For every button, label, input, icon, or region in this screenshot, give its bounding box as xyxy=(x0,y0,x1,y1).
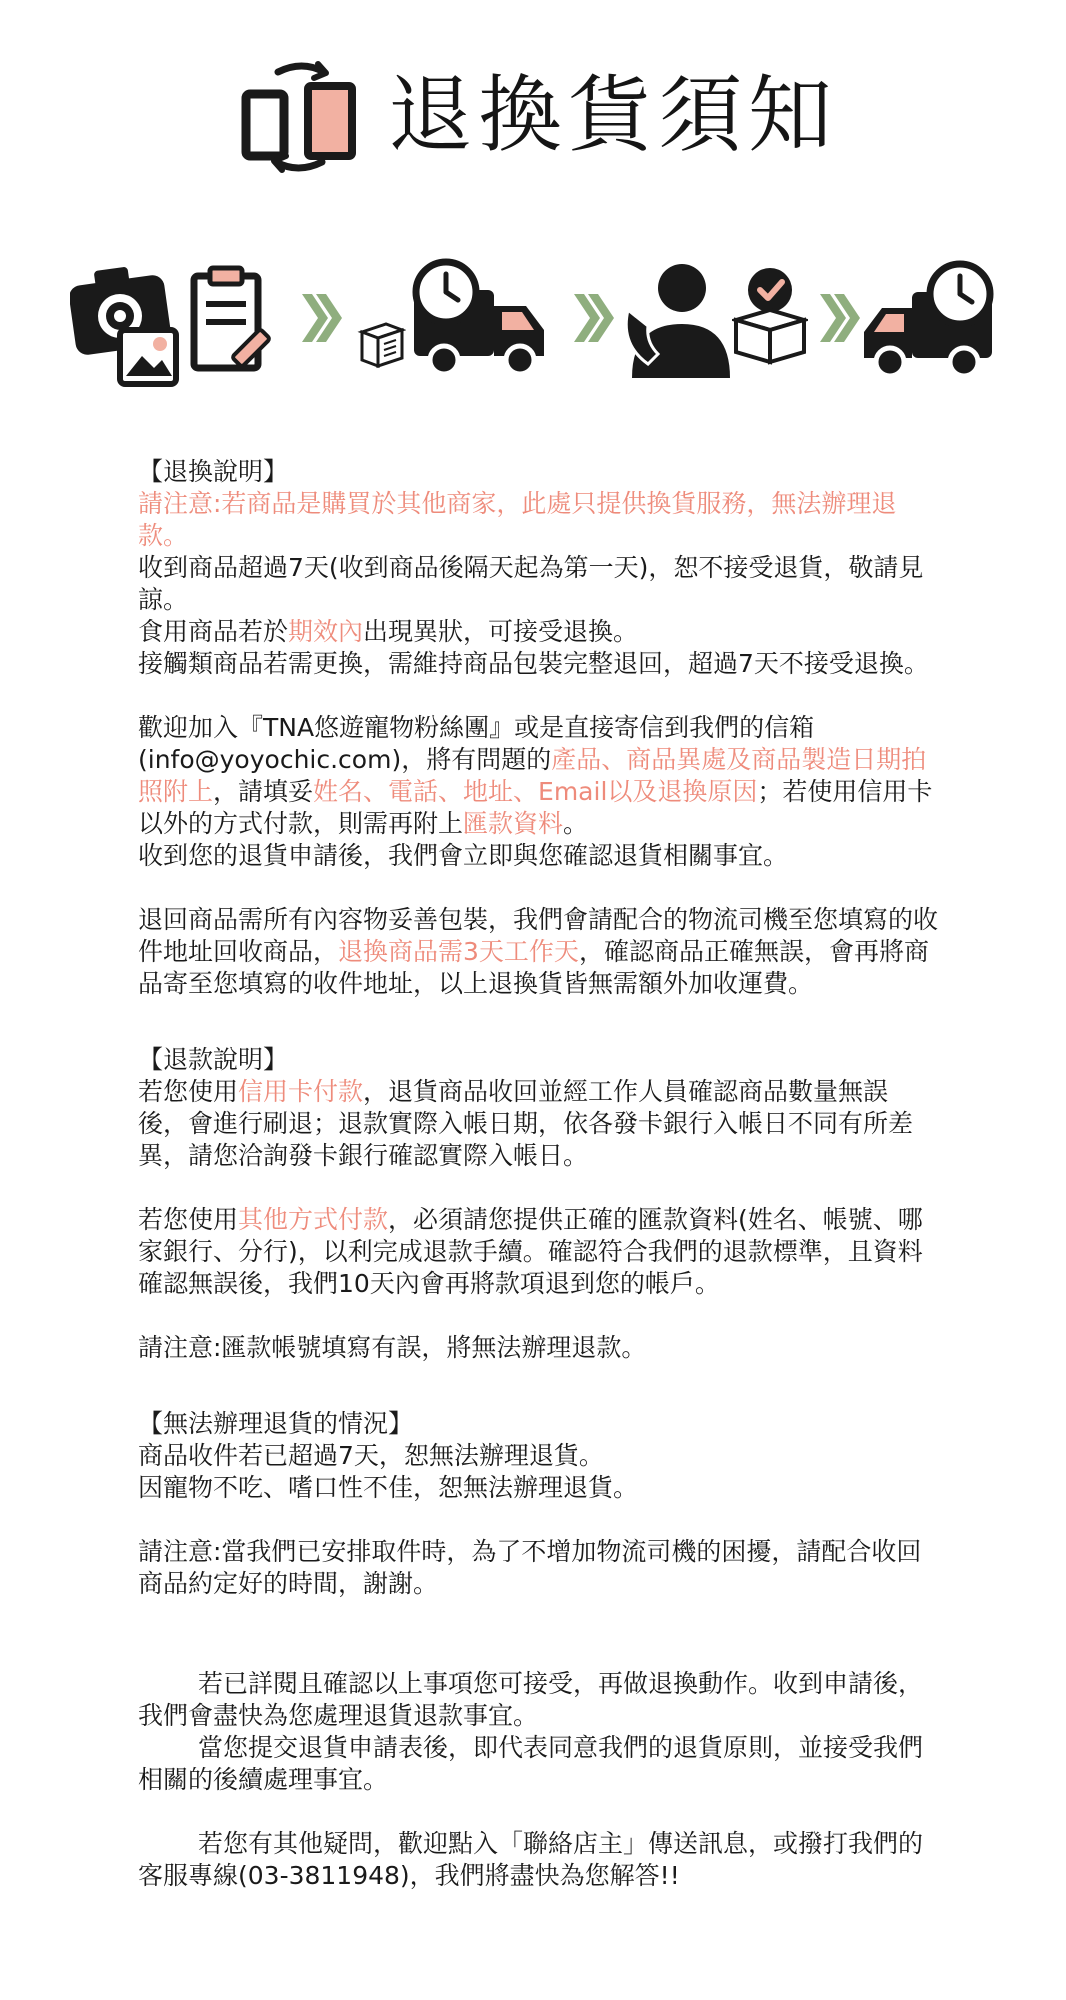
exchange-notice: 請注意:若商品是購買於其他商家，此處只提供換貨服務，無法辦理退款。 xyxy=(138,489,897,550)
refund-heading: 【退款說明】 xyxy=(138,1045,289,1074)
clipboard-form-icon xyxy=(188,264,280,374)
exchange-heading: 【退換說明】 xyxy=(138,457,289,486)
package-box-icon xyxy=(356,320,406,370)
exchange-paragraph: 收到商品超過7天(收到商品後隔天起為第一天)，恕不接受退貨，敬請見諒。 xyxy=(138,553,924,614)
closing-paragraph: 若已詳閱且確認以上事項您可接受，再做退換動作。收到申請後，我們會盡快為您處理退貨退款事宜。 xyxy=(138,1669,924,1730)
no-return-paragraph: 因寵物不吃、嗜口性不佳，恕無法辦理退貨。 xyxy=(138,1473,639,1502)
exchange-paragraph: 退回商品需所有內容物妥善包裝，我們會請配合的物流司機至您填寫的收件地址回收商品，退換商品需3天工作天，確認商品正確無誤，會再將商品寄至您填寫的收件地址，以上退換貨皆無需額外加收運費。 xyxy=(138,905,939,998)
chevron-arrow-icon xyxy=(818,290,860,346)
page-title: 退換貨須知 xyxy=(388,66,839,164)
delivery-truck-clock-icon xyxy=(410,250,550,382)
delivery-truck-clock-icon xyxy=(860,252,996,384)
policy-content xyxy=(138,456,938,1892)
exchange-paragraph: 歡迎加入『TNA悠遊寵物粉絲團』或是直接寄信到我們的信箱(info@yoyochic.com)，將有問題的產品、商品異處及商品製造日期拍照附上，請填妥姓名、電話、地址、Email以及退換原因；若使用信用卡以外的方式付款，則需再附上匯款資料。 xyxy=(138,713,933,838)
no-return-paragraph: 請注意:當我們已安排取件時，為了不增加物流司機的困擾，請配合收回商品約定好的時間，謝謝。 xyxy=(138,1537,922,1598)
header xyxy=(0,50,1066,180)
checked-box-icon xyxy=(732,266,808,366)
customer-service-phone-icon xyxy=(622,260,732,380)
refund-paragraph: 若您使用信用卡付款，退貨商品收回並經工作人員確認商品數量無誤後，會進行刷退；退款實際入帳日期，依各發卡銀行入帳日不同有所差異，請您洽詢發卡銀行確認實際入帳日。 xyxy=(138,1077,914,1170)
chevron-arrow-icon xyxy=(300,290,342,346)
closing-paragraph: 當您提交退貨申請表後，即代表同意我們的退貨原則，並接受我們相關的後續處理事宜。 xyxy=(138,1733,924,1794)
camera-photo-icon xyxy=(70,260,182,390)
refund-paragraph: 請注意:匯款帳號填寫有誤，將無法辦理退款。 xyxy=(138,1333,647,1362)
exchange-paragraph: 接觸類商品若需更換，需維持商品包裝完整退回，超過7天不接受退換。 xyxy=(138,649,929,678)
process-steps xyxy=(0,250,1066,400)
exchange-paragraph: 收到您的退貨申請後，我們會立即與您確認退貨相關事宜。 xyxy=(138,841,789,870)
exchange-paragraph: 食用商品若於期效內出現異狀，可接受退換。 xyxy=(138,617,639,646)
closing-paragraph: 若您有其他疑問，歡迎點入「聯絡店主」傳送訊息，或撥打我們的客服專線(03-3811948)，我們將盡快為您解答!! xyxy=(138,1829,924,1890)
chevron-arrow-icon xyxy=(572,290,614,346)
no-return-paragraph: 商品收件若已超過7天，恕無法辦理退貨。 xyxy=(138,1441,604,1470)
refund-paragraph: 若您使用其他方式付款，必須請您提供正確的匯款資料(姓名、帳號、哪家銀行、分行)，以利完成退款手續。確認符合我們的退款標準，且資料確認無誤後，我們10天內會再將款項退到您的帳戶。 xyxy=(138,1205,923,1298)
no-return-heading: 【無法辦理退貨的情況】 xyxy=(138,1409,414,1438)
exchange-cycle-icon xyxy=(240,58,360,173)
